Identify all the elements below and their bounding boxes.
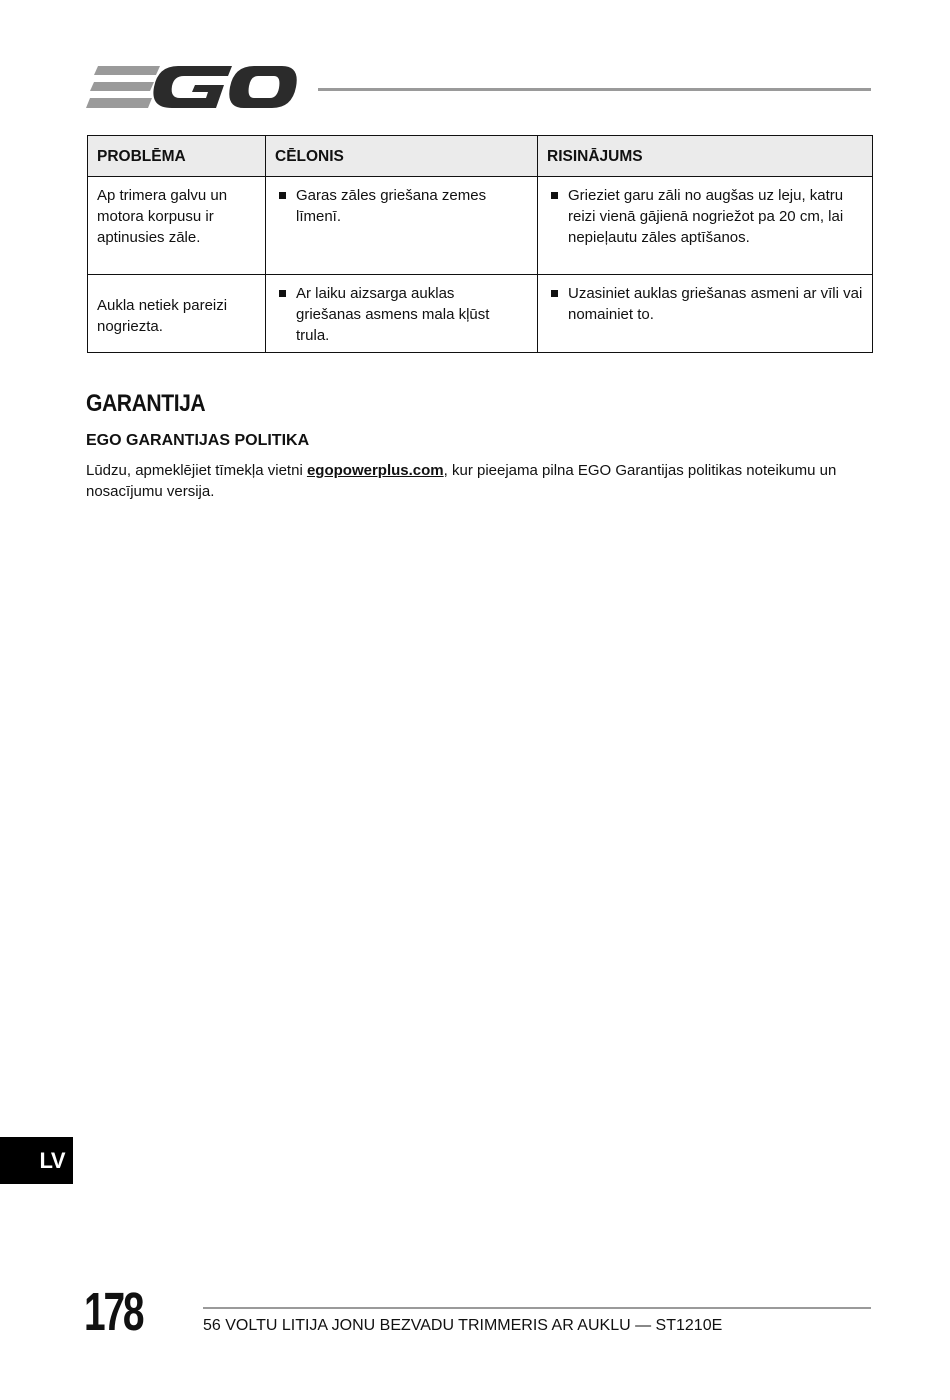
- cause-cell: Ar laiku aizsarga auklas griešanas asmens mala kļūst trula.: [266, 275, 538, 353]
- table-row: [88, 275, 873, 353]
- header-solution: RISINĀJUMS: [538, 136, 873, 177]
- page-number: 178: [84, 1282, 143, 1342]
- header-rule: [318, 88, 871, 91]
- solution-cell: Grieziet garu zāli no augšas uz leju, katru reizi vienā gājienā nogriežot pa 20 cm, lai nepieļautu zāles aptīšanos.: [538, 177, 873, 275]
- table-header-row: [88, 136, 873, 177]
- warranty-link[interactable]: egopowerplus.com: [306, 462, 444, 479]
- bullet-icon: [279, 192, 286, 199]
- footer-rule: [203, 1307, 871, 1309]
- header-problem: PROBLĒMA: [88, 136, 266, 177]
- bullet-icon: [551, 290, 558, 297]
- warranty-title: GARANTIJA: [86, 390, 206, 417]
- problem-cell: Aukla netiek pareizi nogriezta.: [88, 275, 266, 353]
- bullet-icon: [279, 290, 286, 297]
- language-tab: LV: [0, 1137, 73, 1184]
- ego-logo: [86, 62, 298, 114]
- header-cause: CĒLONIS: [266, 136, 538, 177]
- troubleshooting-table: [87, 135, 873, 353]
- warranty-text: Lūdzu, apmeklējiet tīmekļa vietni egopowerplus.com, kur pieejama pilna EGO Garantijas politikas noteikumu un nosacījumu versija.: [86, 462, 837, 500]
- warranty-subtitle: EGO GARANTIJAS POLITIKA: [86, 432, 310, 449]
- footer-text: 56 VOLTU LITIJA JONU BEZVADU TRIMMERIS AR AUKLU — ST1210E: [203, 1317, 723, 1334]
- cause-cell: Garas zāles griešana zemes līmenī.: [266, 177, 538, 275]
- problem-cell: Ap trimera galvu un motora korpusu ir aptinusies zāle.: [88, 177, 266, 275]
- bullet-icon: [551, 192, 558, 199]
- solution-cell: Uzasiniet auklas griešanas asmeni ar vīli vai nomainiet to.: [538, 275, 873, 353]
- table-row: [88, 177, 873, 275]
